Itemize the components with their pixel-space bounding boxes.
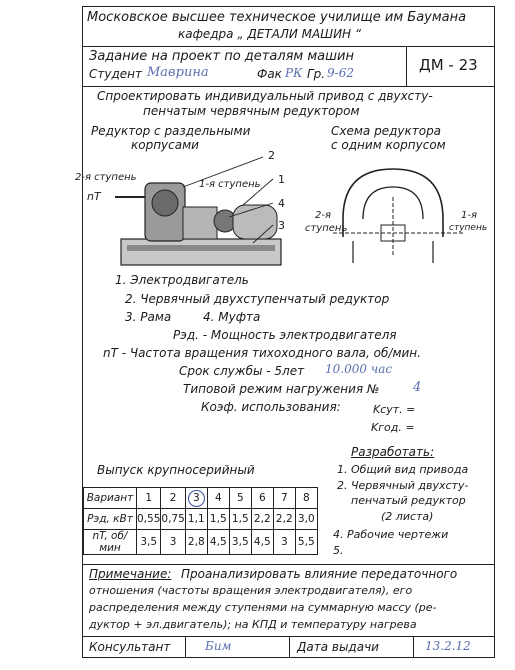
develop-item-5: 5. [333, 544, 344, 557]
speed-cell: 4,5 [207, 530, 229, 555]
k-sut: Kсут. = [373, 403, 416, 416]
callout-3: 3 [278, 219, 285, 232]
note-line-3: распределения между ступенями на суммарную массу (ре- [89, 601, 437, 614]
scheme-stage1-a: 1-я [461, 210, 477, 221]
legend-item-2: 2. Червячный двухступенчатый редуктор [125, 292, 390, 306]
power-cell: 2,2 [251, 509, 273, 530]
assignment-title: Задание на проект по деталям машин [89, 49, 354, 64]
assignment-sheet [75, 6, 495, 658]
callout-1: 1 [278, 173, 285, 186]
power-cell: 1,5 [207, 509, 229, 530]
scheme-stage2-b: ступень [305, 223, 348, 234]
legend-item-1: 1. Электродвигатель [115, 273, 249, 287]
callout-4: 4 [278, 197, 285, 210]
note-line-4: дуктор + эл.двигатель); на КПД и температуру нагрева [89, 618, 417, 631]
develop-item-2c: (2 листа) [381, 510, 434, 523]
develop-title: Разработать: [351, 445, 435, 459]
develop-item-2b: пенчатый редуктор [351, 494, 466, 507]
left-caption-2: корпусами [131, 138, 199, 152]
power-cell: 0,75 [161, 509, 185, 530]
scheme-stage2-a: 2-я [315, 210, 331, 221]
note-label: Примечание: [89, 567, 172, 581]
load-mode-label: Типовой режим нагружения № [183, 382, 380, 396]
notation-ped: Рэд. - Мощность электродвигателя [173, 328, 397, 342]
note-line-2: отношения (частоты вращения электродвигателя), его [89, 584, 413, 597]
speed-cell: 3,5 [137, 530, 161, 555]
usage-coef-label: Коэф. использования: [201, 400, 341, 414]
divider [413, 636, 414, 657]
fak-value: РК [285, 66, 303, 80]
speed-cell: 5,5 [295, 530, 317, 555]
load-mode-value: 4 [413, 380, 422, 395]
table-row [84, 509, 318, 530]
table-row [84, 488, 318, 509]
divider [406, 46, 407, 86]
student-label: Студент [89, 67, 142, 81]
legend-item-3: 3. Рама [125, 310, 172, 324]
develop-item-1: 1. Общий вид привода [337, 463, 469, 476]
speed-cell: 3 [273, 530, 295, 555]
variant-cell-selected [185, 488, 207, 509]
right-caption-2: с одним корпусом [331, 138, 446, 152]
table-row [84, 530, 318, 555]
department-name: кафедра „ ДЕТАЛИ МАШИН “ [178, 27, 362, 41]
power-cell: 0,55 [137, 509, 161, 530]
develop-item-4: 4. Рабочие чертежи [333, 528, 449, 541]
frame-rail [127, 245, 275, 251]
task-line-2: пенчатым червячным редуктором [143, 104, 360, 118]
note-line-1: Проанализировать влияние передаточного [181, 567, 458, 581]
speed-cell: 3 [161, 530, 185, 555]
consultant-signature: Бим [205, 639, 232, 653]
legend-item-4: 4. Муфта [203, 310, 261, 324]
k-god: Kгод. = [371, 421, 415, 434]
consultant-label: Консультант [89, 640, 171, 654]
service-life-value: 10.000 час [325, 362, 393, 376]
group-value: 9-62 [327, 66, 354, 80]
variant-cell: 7 [273, 488, 295, 509]
label-stage1: 1-я ступень [199, 179, 261, 190]
variants-table [83, 487, 318, 555]
divider [83, 86, 494, 87]
row-header: Рэд, кВт [84, 509, 137, 530]
drive-sketch [83, 147, 293, 277]
variant-cell: 8 [295, 488, 317, 509]
power-cell: 1,1 [185, 509, 207, 530]
school-name: Московское высшее техническое училище им Баумана [87, 10, 467, 25]
issue-date-label: Дата выдачи [297, 640, 379, 654]
left-caption-1: Редуктор с раздельными [91, 124, 251, 138]
divider [83, 46, 494, 47]
worm-wheel [152, 190, 178, 216]
label-stage2-left: 2-я ступень [75, 172, 137, 183]
label-nt: nT [87, 190, 101, 203]
variant-cell: 1 [137, 488, 161, 509]
electric-motor [233, 205, 277, 239]
task-line-1: Спроектировать индивидуальный привод с двухсту- [97, 89, 433, 103]
right-caption-1: Схема редуктора [331, 124, 442, 138]
student-signature: Маврина [147, 65, 209, 80]
variant-cell: 2 [161, 488, 185, 509]
variant-cell: 5 [229, 488, 251, 509]
selected-variant-circle: 3 [188, 490, 205, 507]
power-cell: 1,5 [229, 509, 251, 530]
service-life-label: Срок службы - 5лет [179, 364, 305, 378]
speed-cell: 2,8 [185, 530, 207, 555]
second-housing [183, 207, 217, 239]
speed-cell: 4,5 [251, 530, 273, 555]
project-code: ДМ - 23 [419, 56, 478, 74]
speed-cell: 3,5 [229, 530, 251, 555]
power-cell: 3,0 [295, 509, 317, 530]
group-label: Гр. [307, 67, 326, 81]
power-cell: 2,2 [273, 509, 295, 530]
fak-label: Фак [257, 67, 282, 81]
frame [121, 239, 281, 265]
notation-nt: nT - Частота вращения тихоходного вала, об/мин. [103, 346, 421, 360]
production-type: Выпуск крупносерийный [97, 463, 255, 477]
divider [185, 636, 186, 657]
variant-cell: 4 [207, 488, 229, 509]
divider [289, 636, 290, 657]
callout-2: 2 [268, 149, 275, 162]
issue-date-value: 13.2.12 [425, 639, 471, 653]
divider [83, 564, 494, 565]
row-header: Вариант [84, 488, 137, 509]
row-header: nT, об/мин [84, 530, 137, 555]
scheme-stage1-b: ступень [449, 223, 488, 233]
develop-item-2: 2. Червячный двухсту- [337, 479, 469, 492]
variant-cell: 6 [251, 488, 273, 509]
